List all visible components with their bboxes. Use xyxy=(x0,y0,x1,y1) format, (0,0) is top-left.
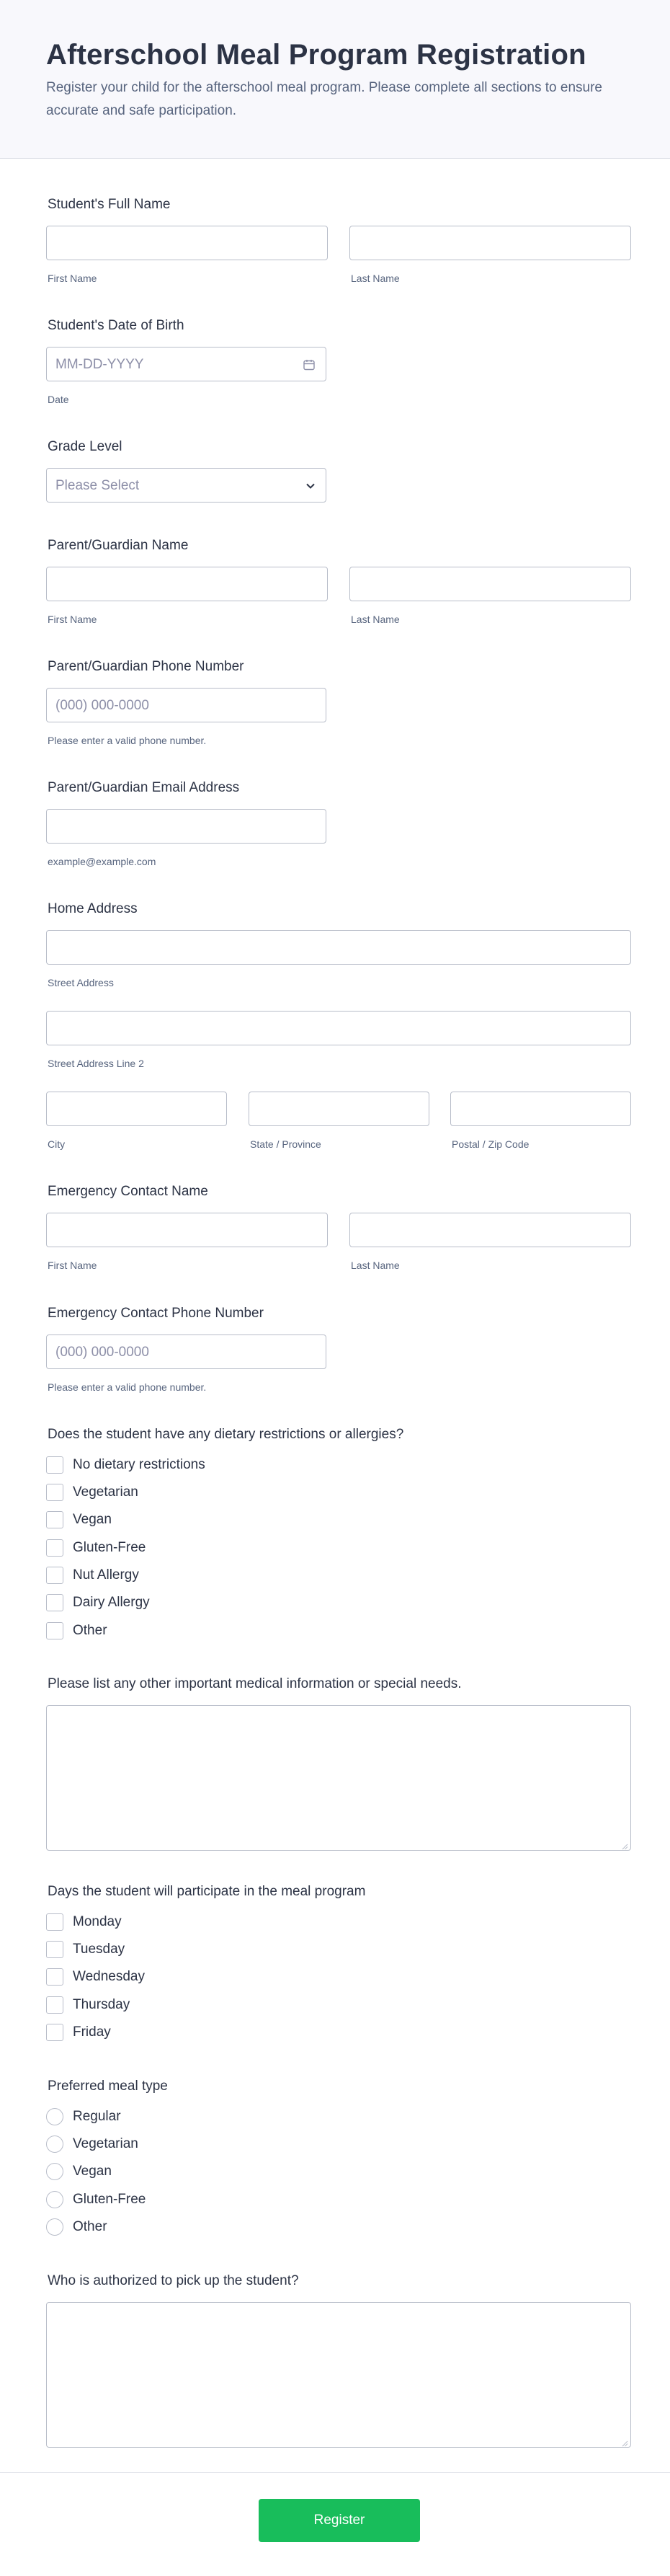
emergency-phone-label: Emergency Contact Phone Number xyxy=(48,1306,264,1321)
address-label: Home Address xyxy=(48,901,138,916)
emergency-phone-input[interactable] xyxy=(46,1335,326,1369)
emergency-name-label: Emergency Contact Name xyxy=(48,1184,208,1199)
day-option[interactable] xyxy=(46,1996,130,2014)
street-address-sublabel: Street Address xyxy=(48,977,114,988)
days-label: Days the student will participate in the meal program xyxy=(48,1884,366,1899)
dietary-option[interactable] xyxy=(46,1593,150,1612)
day-option-label: Monday xyxy=(73,1914,122,1929)
guardian-phone-placeholder: (000) 000-0000 xyxy=(55,698,149,713)
checkbox[interactable] xyxy=(46,1539,63,1557)
resize-handle-icon[interactable] xyxy=(621,2438,628,2445)
dob-label: Student's Date of Birth xyxy=(48,318,184,333)
checkbox[interactable] xyxy=(46,1484,63,1501)
student-first-name-sublabel: First Name xyxy=(48,273,97,284)
meal-type-option-label: Vegan xyxy=(73,2164,112,2179)
guardian-email-label: Parent/Guardian Email Address xyxy=(48,780,240,795)
dietary-option[interactable] xyxy=(46,1456,205,1474)
dob-input[interactable] xyxy=(46,347,326,381)
form-footer xyxy=(0,2472,670,2576)
day-option-label: Tuesday xyxy=(73,1942,125,1957)
form-header xyxy=(0,0,670,159)
pickup-label: Who is authorized to pick up the student? xyxy=(48,2273,299,2288)
radio-button[interactable] xyxy=(46,2218,63,2236)
guardian-phone-sublabel: Please enter a valid phone number. xyxy=(48,735,207,746)
city-input[interactable] xyxy=(46,1092,227,1126)
day-option[interactable] xyxy=(46,2023,111,2042)
checkbox[interactable] xyxy=(46,1511,63,1528)
street-address-input[interactable] xyxy=(46,930,631,965)
meal-type-option[interactable] xyxy=(46,2107,121,2126)
guardian-email-sublabel: example@example.com xyxy=(48,856,156,867)
calendar-icon[interactable] xyxy=(303,358,316,371)
radio-button[interactable] xyxy=(46,2163,63,2180)
meal-type-label: Preferred meal type xyxy=(48,2079,168,2094)
guardian-last-name-sublabel: Last Name xyxy=(351,614,400,625)
zip-input[interactable] xyxy=(450,1092,631,1126)
radio-button[interactable] xyxy=(46,2108,63,2125)
emergency-phone-sublabel: Please enter a valid phone number. xyxy=(48,1381,207,1393)
emergency-first-name-input[interactable] xyxy=(46,1213,328,1247)
state-input[interactable] xyxy=(249,1092,429,1126)
emergency-last-name-input[interactable] xyxy=(349,1213,631,1247)
zip-sublabel: Postal / Zip Code xyxy=(452,1138,530,1150)
day-option-label: Friday xyxy=(73,2024,111,2040)
city-sublabel: City xyxy=(48,1138,66,1150)
meal-type-option-label: Gluten-Free xyxy=(73,2192,146,2207)
checkbox[interactable] xyxy=(46,1968,63,1986)
emergency-first-name-sublabel: First Name xyxy=(48,1260,97,1271)
dietary-option-label: Vegetarian xyxy=(73,1484,138,1500)
checkbox[interactable] xyxy=(46,1622,63,1639)
grade-label: Grade Level xyxy=(48,439,122,454)
meal-type-option[interactable] xyxy=(46,2162,112,2181)
grade-placeholder: Please Select xyxy=(55,478,140,493)
checkbox[interactable] xyxy=(46,1594,63,1611)
checkbox[interactable] xyxy=(46,1456,63,1474)
dietary-option-label: Dairy Allergy xyxy=(73,1595,150,1610)
dietary-option[interactable] xyxy=(46,1510,112,1529)
dob-placeholder: MM-DD-YYYY xyxy=(55,357,144,372)
meal-type-option-label: Regular xyxy=(73,2109,121,2124)
student-last-name-input[interactable] xyxy=(349,226,631,260)
medical-label: Please list any other important medical information or special needs. xyxy=(48,1676,462,1691)
day-option[interactable] xyxy=(46,1968,145,1986)
dietary-option-label: Vegan xyxy=(73,1512,112,1527)
student-first-name-input[interactable] xyxy=(46,226,328,260)
radio-button[interactable] xyxy=(46,2191,63,2208)
medical-textarea[interactable] xyxy=(46,1705,631,1851)
guardian-name-label: Parent/Guardian Name xyxy=(48,538,189,553)
guardian-last-name-input[interactable] xyxy=(349,567,631,601)
register-button[interactable]: Register xyxy=(259,2499,420,2542)
meal-type-option[interactable] xyxy=(46,2190,146,2209)
pickup-textarea[interactable] xyxy=(46,2302,631,2448)
grade-select[interactable] xyxy=(46,468,326,503)
dietary-option-label: Other xyxy=(73,1623,107,1638)
checkbox[interactable] xyxy=(46,1567,63,1584)
checkbox[interactable] xyxy=(46,1941,63,1958)
form-title: Afterschool Meal Program Registration xyxy=(46,39,586,71)
dietary-option-label: No dietary restrictions xyxy=(73,1457,205,1472)
meal-type-option-label: Vegetarian xyxy=(73,2136,138,2151)
guardian-email-input[interactable] xyxy=(46,809,326,844)
checkbox[interactable] xyxy=(46,1996,63,2014)
dietary-option[interactable] xyxy=(46,1539,146,1557)
guardian-phone-input[interactable] xyxy=(46,688,326,722)
meal-type-option-label: Other xyxy=(73,2219,107,2234)
chevron-down-icon xyxy=(305,481,316,491)
checkbox[interactable] xyxy=(46,1913,63,1931)
guardian-first-name-input[interactable] xyxy=(46,567,328,601)
emergency-phone-placeholder: (000) 000-0000 xyxy=(55,1345,149,1360)
dietary-option[interactable] xyxy=(46,1621,107,1640)
day-option-label: Wednesday xyxy=(73,1969,145,1984)
day-option-label: Thursday xyxy=(73,1997,130,2012)
dietary-option[interactable] xyxy=(46,1566,139,1585)
street-address-line2-input[interactable] xyxy=(46,1011,631,1045)
student-last-name-sublabel: Last Name xyxy=(351,273,400,284)
resize-handle-icon[interactable] xyxy=(621,1841,628,1848)
dietary-option-label: Nut Allergy xyxy=(73,1567,139,1583)
student-name-label: Student's Full Name xyxy=(48,197,171,212)
dietary-option-label: Gluten-Free xyxy=(73,1540,146,1555)
checkbox[interactable] xyxy=(46,2024,63,2041)
dietary-option[interactable] xyxy=(46,1483,138,1502)
meal-type-option[interactable] xyxy=(46,2135,138,2154)
dietary-label: Does the student have any dietary restrictions or allergies? xyxy=(48,1427,404,1442)
street-address-line2-sublabel: Street Address Line 2 xyxy=(48,1058,144,1069)
guardian-phone-label: Parent/Guardian Phone Number xyxy=(48,659,244,674)
day-option[interactable] xyxy=(46,1913,122,1931)
day-option[interactable] xyxy=(46,1940,125,1959)
radio-button[interactable] xyxy=(46,2135,63,2153)
guardian-first-name-sublabel: First Name xyxy=(48,614,97,625)
form-subtitle: Register your child for the afterschool meal program. Please complete all sections to ensure accurate and safe participation. xyxy=(46,80,602,118)
meal-type-option[interactable] xyxy=(46,2218,107,2236)
state-sublabel: State / Province xyxy=(250,1138,321,1150)
emergency-last-name-sublabel: Last Name xyxy=(351,1260,400,1271)
dob-sublabel: Date xyxy=(48,394,69,405)
